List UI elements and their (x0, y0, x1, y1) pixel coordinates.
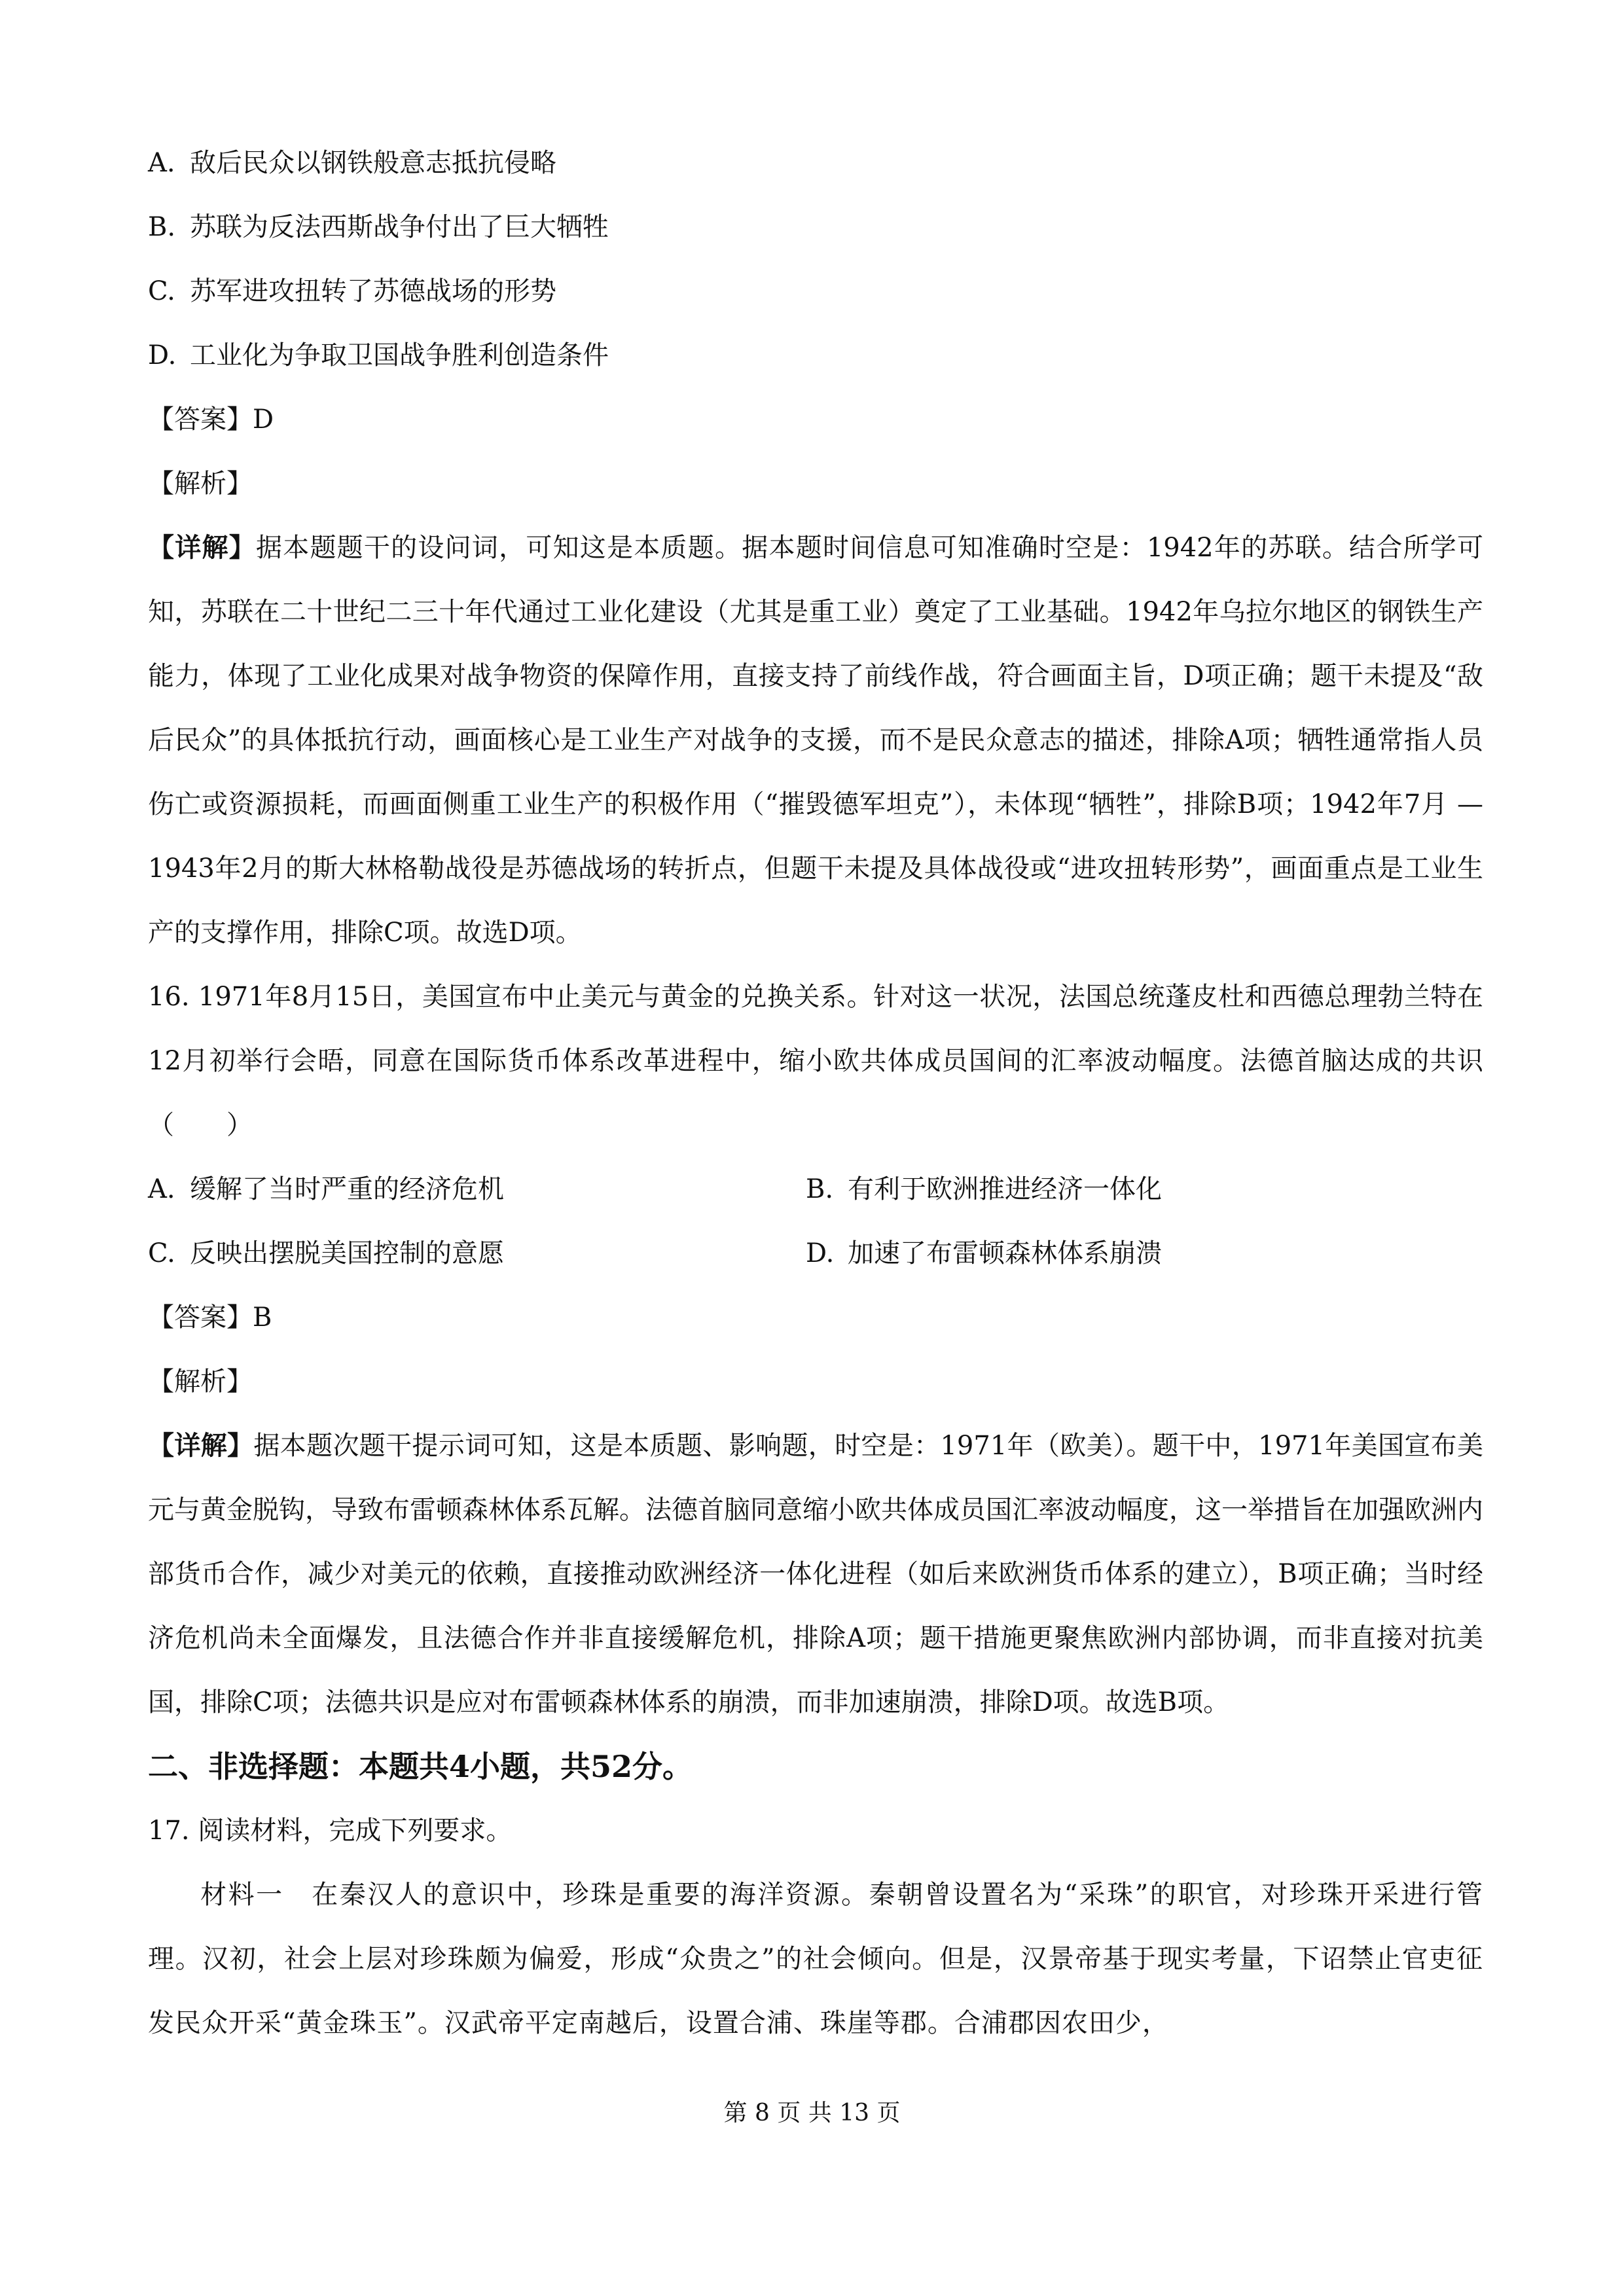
q15-answer: 【答案】D (148, 404, 274, 435)
q15-analysis-heading: 【解析】 (148, 469, 253, 499)
q16-analysis-heading: 【解析】 (148, 1367, 253, 1397)
q17-material-1: 材料一 在秦汉人的意识中，珍珠是重要的海洋资源。秦朝曾设置名为“采珠”的职官，对珍珠开采进行管理。汉初，社会上层对珍珠颇为偏爱，形成“众贵之”的社会倾向。但是，汉景帝基于现实考量，下诏禁止官吏征发民众开采“黄金珠玉”。汉武帝平定南越后，设置合浦、珠崖等郡。合浦郡因农田少， (148, 1880, 1483, 2038)
q16-detail-tag: 【详解】 (148, 1430, 254, 1461)
q16-detail (148, 1414, 1483, 1734)
q15-detail (148, 516, 1483, 965)
q15-option-c: C. 苏军进攻扭转了苏德战场的形势 (148, 276, 556, 306)
q16-options-row-1 (148, 1157, 1483, 1221)
q15-options (148, 131, 1483, 387)
q15-option-d: D. 工业化为争取卫国战争胜利创造条件 (148, 340, 609, 370)
q17-stem: 17. 阅读材料，完成下列要求。 (148, 1816, 513, 1846)
section-2-title: 二、非选择题：本题共4小题，共52分。 (148, 1749, 693, 1784)
q15-option-b: B. 苏联为反法西斯战争付出了巨大牺牲 (148, 212, 609, 242)
q16-answer: 【答案】B (148, 1302, 272, 1333)
q16-options-row-2 (148, 1221, 1483, 1285)
q16-option-c: C. 反映出摆脱美国控制的意愿 (148, 1238, 504, 1268)
q16-option-d: D. 加速了布雷顿森林体系崩溃 (806, 1238, 1162, 1268)
page-footer: 第 8 页 共 13 页 (723, 2100, 901, 2126)
q16-stem: 16. 1971年8月15日，美国宣布中止美元与黄金的兑换关系。针对这一状况，法国总统蓬皮杜和西德总理勃兰特在12月初举行会晤，同意在国际货币体系改革进程中，缩小欧共体成员国间的汇率波动幅度。法德首脑达成的共识（ ） (148, 982, 1483, 1140)
q15-option-a: A. 敌后民众以钢铁般意志抵抗侵略 (148, 148, 556, 178)
q16-option-b: B. 有利于欧洲推进经济一体化 (806, 1174, 1162, 1204)
q15-detail-text: 据本题题干的设问词，可知这是本质题。据本题时间信息可知准确时空是：1942年的苏联。结合所学可知，苏联在二十世纪二三十年代通过工业化建设（尤其是重工业）奠定了工业基础。1942年乌拉尔地区的钢铁生产能力，体现了工业化成果对战争物资的保障作用，直接支持了前线作战，符合画面主旨，D项正确；题干未提及“敌后民众”的具体抵抗行动，画面核心是工业生产对战争的支援，而不是民众意志的描述，排除A项；牺牲通常指人员伤亡或资源损耗，而画面侧重工业生产的积极作用（“摧毁德军坦克”），未体现“牺牲”，排除B项；1942年7月 —1943年2月的斯大林格勒战役是苏德战场的转折点，但题干未提及具体战役或“进攻扭转形势”，画面重点是工业生产的支撑作用，排除C项。故选D项。 (148, 533, 1484, 948)
document-page (148, 131, 1483, 2055)
q15-detail-tag: 【详解】 (148, 532, 256, 563)
q16-detail-text: 据本题次题干提示词可知，这是本质题、影响题，时空是：1971年（欧美）。题干中，1971年美国宣布美元与黄金脱钩，导致布雷顿森林体系瓦解。法德首脑同意缩小欧共体成员国汇率波动幅度，这一举措旨在加强欧洲内部货币合作，减少对美元的依赖，直接推动欧洲经济一体化进程（如后来欧洲货币体系的建立），B项正确；当时经济危机尚未全面爆发，且法德合作并非直接缓解危机，排除A项；题干措施更聚焦欧洲内部协调，而非直接对抗美国，排除C项；法德共识是应对布雷顿森林体系的崩溃，而非加速崩溃，排除D项。故选B项。 (148, 1431, 1484, 1717)
q16-option-a: A. 缓解了当时严重的经济危机 (148, 1174, 504, 1204)
